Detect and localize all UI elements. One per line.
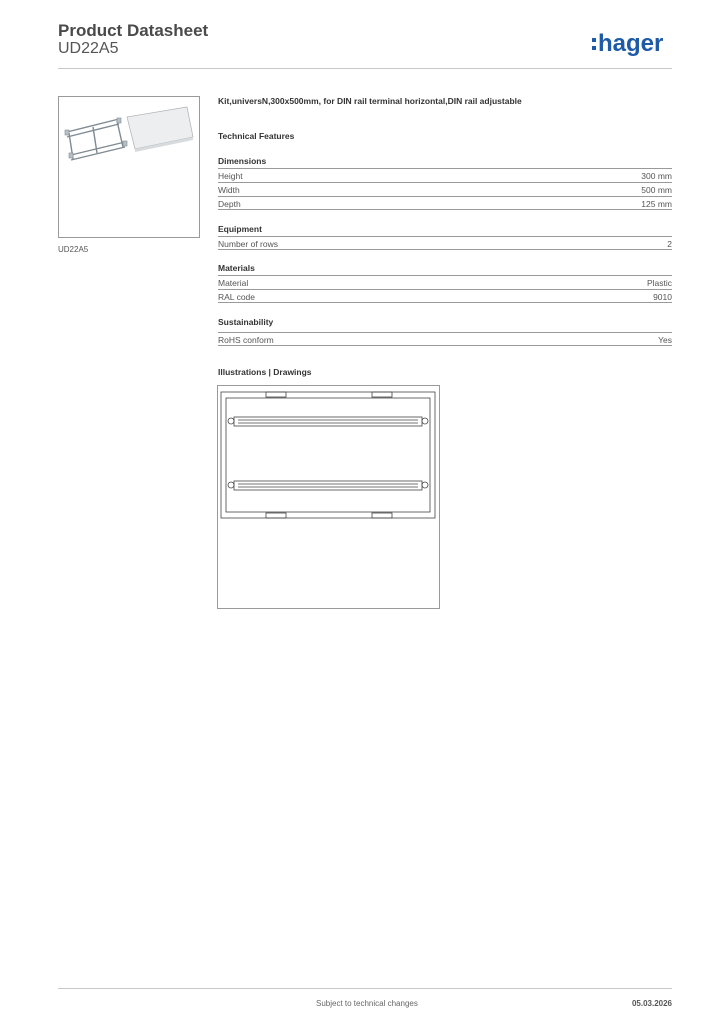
illustrations-heading: Illustrations | Drawings	[218, 367, 312, 377]
footer-divider	[58, 988, 672, 989]
footer-date: 05.03.2026	[631, 999, 672, 1008]
technical-features-heading: Technical Features	[218, 131, 295, 141]
spec-value: 300 mm	[641, 171, 672, 181]
spec-value: 9010	[653, 292, 672, 302]
spec-label: RAL code	[218, 292, 256, 302]
spec-value: 500 mm	[641, 185, 672, 195]
spec-row-width	[218, 182, 672, 196]
spec-value: 125 mm	[641, 199, 672, 209]
spec-row-ral-code	[218, 289, 672, 303]
group-equipment: Equipment	[218, 224, 262, 234]
spec-label: RoHS conform	[218, 335, 274, 345]
product-code: UD22A5	[58, 40, 119, 57]
spec-label: Material	[218, 278, 249, 288]
spec-label: Height	[218, 171, 243, 181]
spec-row-rohs	[218, 332, 672, 346]
spec-row-depth	[218, 196, 672, 210]
spec-value: Plastic	[646, 278, 672, 288]
spec-label: Depth	[218, 199, 241, 209]
group-sustainability: Sustainability	[218, 317, 274, 327]
product-image	[58, 96, 200, 238]
spec-value: 2	[667, 239, 672, 249]
hager-logo	[588, 27, 678, 59]
spec-row-material	[218, 275, 672, 289]
page-title: Product Datasheet	[58, 21, 209, 40]
product-description: Kit,universN,300x500mm, for DIN rail terminal horizontal,DIN rail adjustable	[218, 96, 522, 106]
spec-row-number-of-rows	[218, 236, 672, 250]
group-dimensions: Dimensions	[218, 156, 267, 166]
spec-label: Width	[218, 185, 240, 195]
technical-drawing	[217, 385, 440, 609]
spec-value: Yes	[658, 335, 672, 345]
spec-row-height	[218, 168, 672, 182]
footer-note: Subject to technical changes	[316, 999, 418, 1008]
group-materials: Materials	[218, 263, 255, 273]
brand-name: hager	[598, 30, 664, 57]
product-image-caption: UD22A5	[58, 245, 89, 254]
header-divider	[58, 68, 672, 69]
spec-label: Number of rows	[218, 239, 278, 249]
